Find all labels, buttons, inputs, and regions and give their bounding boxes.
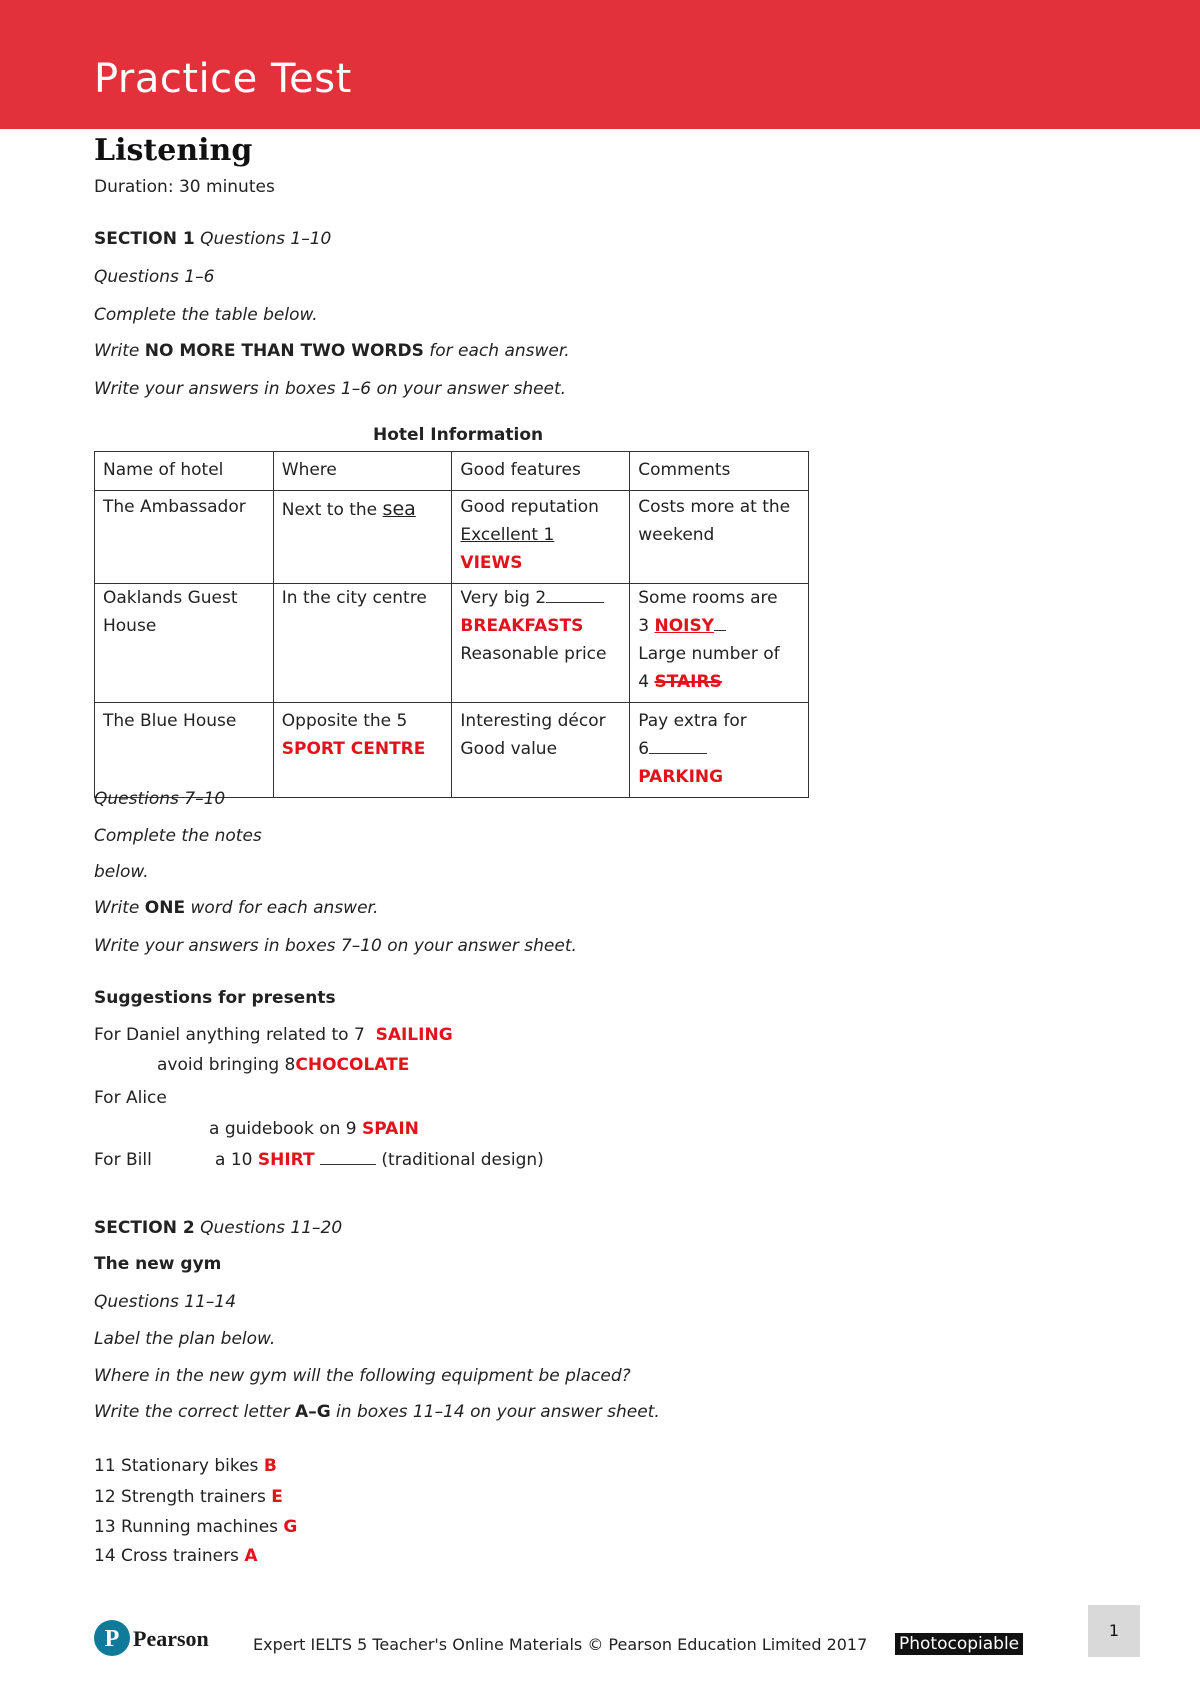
table-cell: The Blue House [95, 703, 274, 798]
answer-14: A [244, 1546, 258, 1566]
logo-text: Pearson [133, 1626, 209, 1651]
notes-line-1 [94, 1025, 453, 1045]
section1-range: Questions 1–10 [200, 229, 332, 249]
answer-blank [546, 602, 604, 603]
table-cell [452, 703, 630, 798]
answer-2: BREAKFASTS [460, 616, 584, 636]
answer-13: G [283, 1517, 298, 1537]
header-banner [0, 0, 1200, 129]
q7-10-range: Questions 7–10 [94, 789, 226, 809]
answer-blank [649, 753, 707, 754]
notes-title: Suggestions for presents [94, 988, 336, 1008]
table-cell [452, 491, 630, 584]
section2-range: Questions 11–20 [200, 1218, 343, 1238]
table-header: Name of hotel [95, 452, 274, 491]
notes-text: For Bill [94, 1150, 152, 1170]
table-cell: Oaklands Guest House [95, 584, 274, 703]
item-label: 12 Strength trainers [94, 1487, 266, 1507]
duration-text: Duration: 30 minutes [94, 177, 275, 197]
instr-text: in boxes 11–14 on your answer sheet. [330, 1402, 660, 1422]
photocopiable-badge: Photocopiable [895, 1633, 1023, 1655]
list-item [94, 1517, 297, 1537]
cell-text: Excellent 1 [460, 525, 555, 545]
table-row [95, 584, 809, 703]
table-header: Comments [630, 452, 809, 491]
cell-text: Opposite the 5 [281, 711, 408, 731]
cell-text: 6 [638, 739, 650, 759]
instr-text: Write [94, 898, 145, 918]
answer-blank [714, 630, 726, 631]
notes-text: avoid bringing 8 [157, 1055, 296, 1075]
table-cell: The Ambassador [95, 491, 274, 584]
table-cell [630, 703, 809, 798]
cell-text: Interesting décor [460, 711, 606, 731]
cell-text: Reasonable price [460, 644, 607, 664]
instr-bold: ONE [144, 898, 186, 918]
instr-text: word for each answer. [185, 898, 379, 918]
notes-line-3: For Alice [94, 1088, 167, 1108]
q1-6-instruction-3: Write your answers in boxes 1–6 on your answer sheet. [94, 379, 567, 399]
answer-7: SAILING [375, 1025, 453, 1045]
cell-line [460, 521, 621, 577]
q11-14-instruction-2: Where in the new gym will the following equipment be placed? [94, 1366, 631, 1386]
table-header: Where [273, 452, 452, 491]
answer-8: CHOCOLATE [295, 1055, 410, 1075]
q7-10-instruction-3: Write your answers in boxes 7–10 on your answer sheet. [94, 936, 577, 956]
cell-line [638, 668, 800, 696]
item-label: 11 Stationary bikes [94, 1456, 259, 1476]
instr-text: Write the correct letter [94, 1402, 296, 1422]
instr-bold: A–G [295, 1402, 331, 1422]
logo-letter: P [104, 1626, 120, 1652]
cell-text: Good reputation [460, 497, 599, 517]
list-item [94, 1456, 277, 1476]
cell-text: Some rooms are [638, 588, 778, 608]
q7-10-instruction-1a: Complete the notes [94, 826, 262, 846]
table-row [95, 703, 809, 798]
cell-text: Good value [460, 739, 558, 759]
q11-14-range: Questions 11–14 [94, 1292, 237, 1312]
table-cell [273, 703, 452, 798]
notes-line-5 [94, 1150, 152, 1170]
q1-6-instruction-2 [94, 341, 570, 361]
cell-text: Very big 2 [460, 588, 547, 608]
section2-title: The new gym [94, 1254, 222, 1274]
notes-text: a guidebook on 9 [209, 1119, 357, 1139]
q11-14-instruction-1: Label the plan below. [94, 1329, 276, 1349]
notes-text: (traditional design) [381, 1150, 544, 1170]
notes-line-2 [157, 1055, 409, 1075]
answer-blank [320, 1164, 376, 1165]
table-header-row [95, 452, 809, 491]
table-caption: Hotel Information [373, 425, 544, 445]
copyright-text: Expert IELTS 5 Teacher's Online Materials © Pearson Education Limited 2017 [253, 1635, 868, 1654]
answer-5: SPORT CENTRE [281, 739, 426, 759]
table-cell: Costs more at the weekend [630, 491, 809, 584]
item-label: 14 Cross trainers [94, 1546, 239, 1566]
notes-line-4 [209, 1119, 419, 1139]
cell-underlined: sea [382, 498, 416, 520]
notes-line-5b [215, 1150, 544, 1170]
answer-1: VIEWS [460, 553, 523, 573]
cell-line [638, 612, 800, 640]
q11-14-instruction-3 [94, 1402, 660, 1422]
answer-11: B [263, 1456, 277, 1476]
item-label: 13 Running machines [94, 1517, 279, 1537]
list-item [94, 1546, 258, 1566]
answer-3: NOISY [654, 616, 715, 636]
table-cell [273, 491, 452, 584]
cell-line [638, 735, 800, 763]
cell-text: 4 [638, 672, 650, 692]
answer-6: PARKING [638, 767, 724, 787]
list-item [94, 1487, 283, 1507]
table-cell [452, 584, 630, 703]
q1-6-range: Questions 1–6 [94, 267, 215, 287]
listening-heading: Listening [94, 133, 253, 168]
answer-9: SPAIN [362, 1119, 419, 1139]
instr-bold: NO MORE THAN TWO WORDS [144, 341, 424, 361]
table-cell [630, 584, 809, 703]
pearson-logo-icon [94, 1620, 218, 1664]
table-row [95, 491, 809, 584]
cell-text: Pay extra for [638, 711, 747, 731]
section1-header [94, 229, 331, 249]
cell-text: 3 [638, 616, 650, 636]
section2-header [94, 1218, 342, 1238]
section2-label: SECTION 2 [94, 1218, 195, 1238]
cell-text: Large number of [638, 644, 780, 664]
notes-text: a 10 [215, 1150, 253, 1170]
section1-label: SECTION 1 [94, 229, 195, 249]
cell-text: Next to the [281, 500, 383, 520]
notes-text: For Daniel anything related to 7 [94, 1025, 365, 1045]
instr-text: Write [94, 341, 145, 361]
table-header: Good features [452, 452, 630, 491]
answer-12: E [271, 1487, 283, 1507]
page-number: 1 [1088, 1605, 1140, 1657]
instr-text: for each answer. [423, 341, 570, 361]
table-cell: In the city centre [273, 584, 452, 703]
q7-10-instruction-2 [94, 898, 378, 918]
q1-6-instruction-1: Complete the table below. [94, 305, 318, 325]
cell-line [460, 584, 621, 612]
page-title: Practice Test [94, 56, 352, 102]
pearson-logo [94, 1620, 218, 1669]
q7-10-instruction-1b: below. [94, 862, 149, 882]
hotel-table [94, 451, 809, 798]
answer-10: SHIRT [257, 1150, 315, 1170]
answer-4: STAIRS [654, 672, 722, 692]
